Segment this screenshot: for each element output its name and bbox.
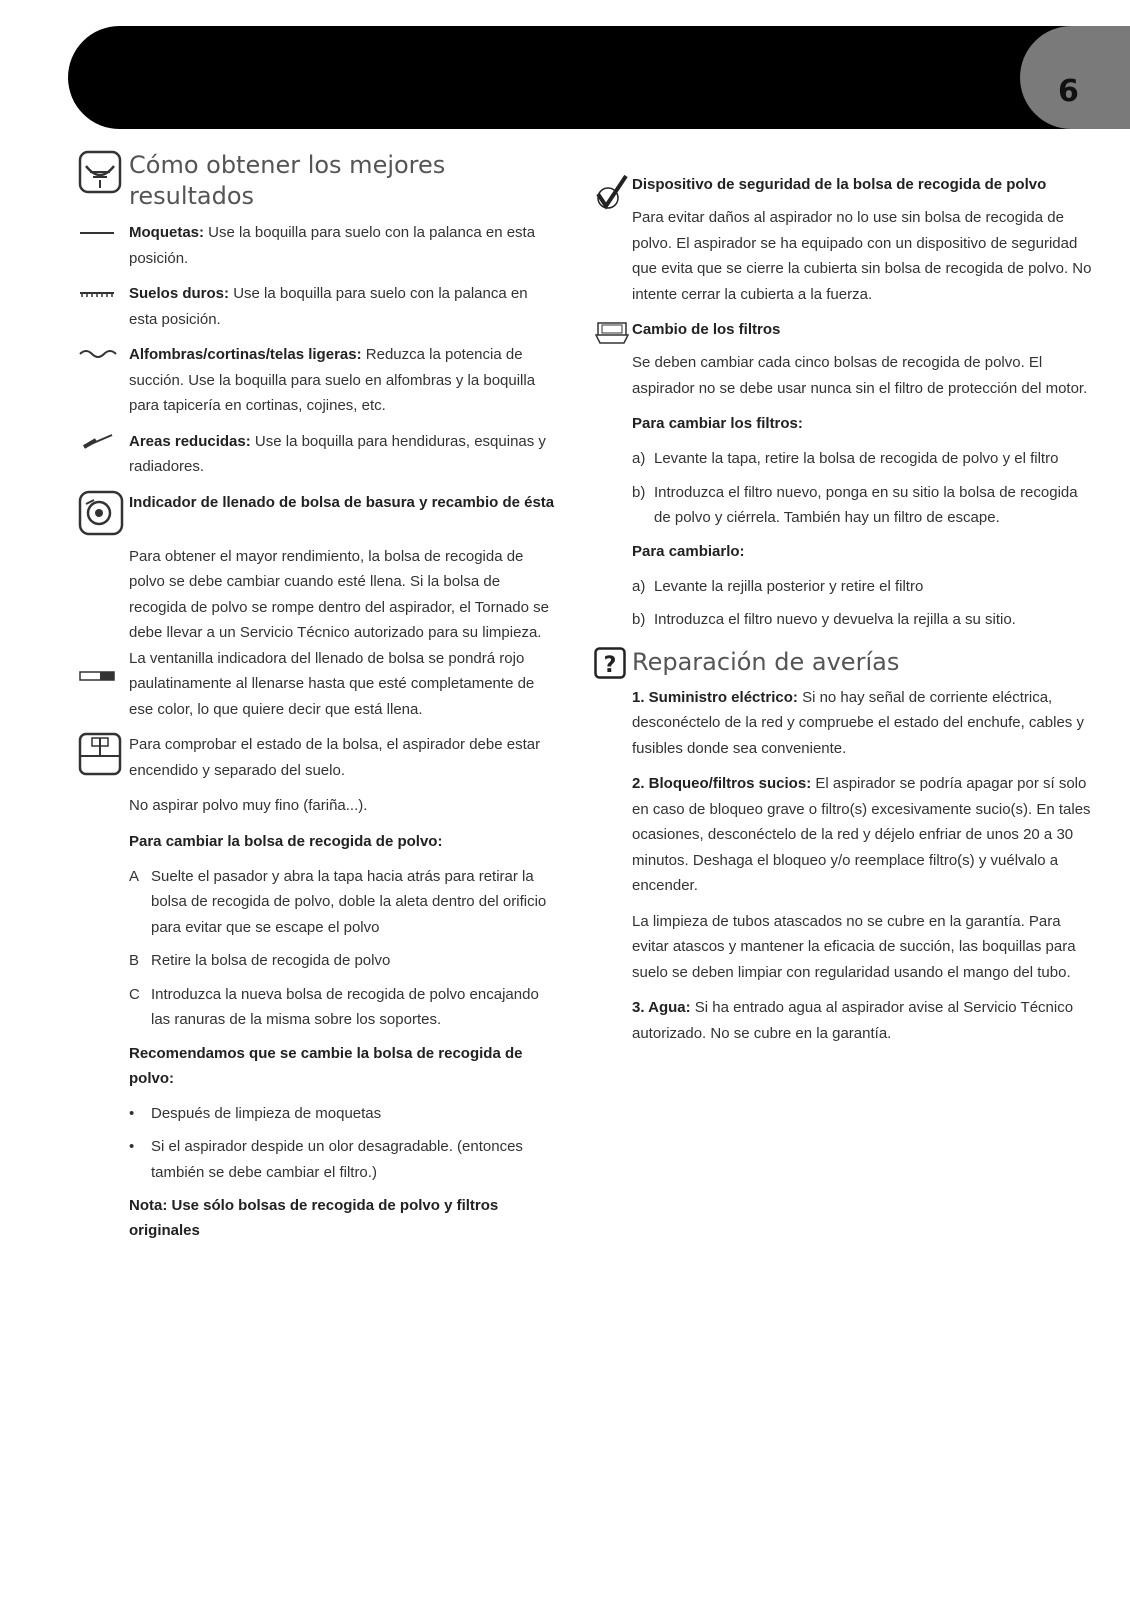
list-item: • Si el aspirador despide un olor desagradable. (entonces también se debe cambiar el filtro.) [129,1134,556,1185]
list-item: A Suelte el pasador y abra la tapa hacia atrás para retirar la bolsa de recogida de polvo, doble la aleta dentro del orificio para evitar que se escape el polvo [129,867,547,936]
best-results-heading [78,150,556,212]
repair-heading [594,647,1094,679]
list-item [78,281,556,342]
page-number: 6 [1058,74,1079,109]
carpet-lever-icon [78,220,129,246]
bullet-marker: • [129,1104,135,1122]
filters-heading [594,317,1094,350]
indicator-body: Para obtener el mayor rendimiento, la bolsa de recogida de polvo se debe cambiar cuando esté llena. Si la bolsa de recogida de polvo se rompe dentro del aspirador, el Tornado se debe llevar a un Servicio Técnico autorizado para su limpieza. La ventanilla indicadora del llenado de bolsa se pondrá rojo paulatinamente al llenarse hasta que esté completamente de ese color, lo que quiere decir que está llena. [129,547,549,718]
list-item: C Introduzca la nueva bolsa de recogida de polvo encajando las ranuras de la misma sobre los soportes. [129,985,539,1028]
indicator-window-icon-col [78,544,129,682]
rug-wave-icon [78,342,129,368]
list-item [78,220,556,281]
header-bar [68,26,1130,129]
crevice-tool-icon [78,429,129,455]
list-item: a) Levante la tapa, retire la bolsa de recogida de polvo y el filtro [632,450,1059,467]
change-bag-heading: Para cambiar la bolsa de recogida de polvo: [129,832,443,850]
item-text: Use la boquilla para suelo con la palanca en esta posición. [129,224,536,267]
check-text: Para comprobar el estado de la bolsa, el aspirador debe estar encendido y separado del suelo. [129,736,541,779]
filter-icon [594,317,632,347]
safety-title: Dispositivo de seguridad de la bolsa de recogida de polvo [632,176,1047,193]
indicator-window-icon [78,670,118,682]
best-results-title: Cómo obtener los mejores resultados [129,151,446,210]
item-text: Reduzca la potencia de succión. Use la boquilla para suelo en alfombras y la boquilla para tapicería en cortinas, cojines, etc. [129,346,536,414]
nozzle-icon [78,150,129,194]
list-item: b) Introduzca el filtro nuevo y devuelva la rejilla a su sitio. [632,611,1016,628]
check-status-icon [78,732,129,776]
list-item: B Retire la bolsa de recogida de polvo [129,952,391,969]
change-filters-heading: Para cambiar los filtros: [632,415,803,432]
indicator-body-row [78,544,556,733]
item-label: Areas reducidas: [129,432,251,450]
recommend-heading: Recomendamos que se cambie la bolsa de recogida de polvo: [129,1044,523,1087]
change-it-heading: Para cambiarlo: [632,542,745,560]
filters-title: Cambio de los filtros [632,321,781,338]
svg-text:?: ? [603,652,617,678]
filters-body: Se deben cambiar cada cinco bolsas de recogida de polvo. El aspirador no se debe usar nunca sin el filtro de protección del motor. [632,354,1088,397]
bullet-marker: • [129,1138,135,1155]
no-fine-dust-text: No aspirar polvo muy fino (fariña...). [129,797,368,814]
water-item: 3. Agua: Si ha entrado agua al aspirador avise al Servicio Técnico autorizado. No se cubre en la garantía. [632,999,1074,1042]
indicator-heading [78,490,556,536]
bag-indicator-icon [78,490,129,536]
item-text: Use la boquilla para suelo con la palanca en esta posición. [129,285,528,328]
note-text: Nota: Use sólo bolsas de recogida de polvo y filtros originales [129,1197,499,1239]
item-text: Use la boquilla para hendiduras, esquinas y radiadores. [129,432,546,475]
power-supply-item: 1. Suministro eléctrico: Si no hay señal de corriente eléctrica, desconéctelo de la red y compruebe el estado del enchufe, cables y fusibles donde sea conveniente. [632,688,1084,757]
hard-floor-lever-icon [78,281,129,307]
check-row [78,732,556,793]
tubes-text: La limpieza de tubos atascados no se cubre en la garantía. Para evitar atascos y mantener la eficacia de succión, las boquillas para suelo se deben limpiar con regularidad usando el mango del tubo. [632,912,1076,981]
question-mark-icon [594,647,632,679]
repair-title: Reparación de averías [632,647,900,676]
left-column [78,150,556,1253]
item-label: Suelos duros: [129,285,230,302]
right-column [594,172,1094,1056]
safety-section [594,172,1094,317]
list-item: a) Levante la rejilla posterior y retire el filtro [632,577,924,595]
list-item: b) Introduzca el filtro nuevo, ponga en su sitio la bolsa de recogida de polvo y ciérrela. También hay un filtro de escape. [632,483,1078,526]
list-item [78,429,556,490]
list-item: • Después de limpieza de moquetas [129,1101,556,1127]
list-item [78,342,556,429]
item-label: Alfombras/cortinas/telas ligeras: [129,346,362,363]
blockage-item: 2. Bloqueo/filtros sucios: El aspirador se podría apagar por sí solo en caso de bloqueo grave o filtro(s) excesivamente sucio(s). En tales ocasiones, desconéctelo de la red y déjelo enfriar de unos 20 a 30 minutos. Deshaga el bloqueo y/o reemplace filtro(s) y vuélvalo a encender. [632,775,1091,894]
checkmark-pen-icon [594,172,632,212]
item-label: Moquetas: [129,224,204,241]
safety-body: Para evitar daños al aspirador no lo use sin bolsa de recogida de polvo. El aspirador se ha equipado con un dispositivo de seguridad que evita que se cierre la cubierta sin bolsa de recogida de polvo. No intente cerrar la cubierta a la fuerza. [632,209,1092,303]
indicator-title: Indicador de llenado de bolsa de basura y recambio de ésta [129,493,555,511]
